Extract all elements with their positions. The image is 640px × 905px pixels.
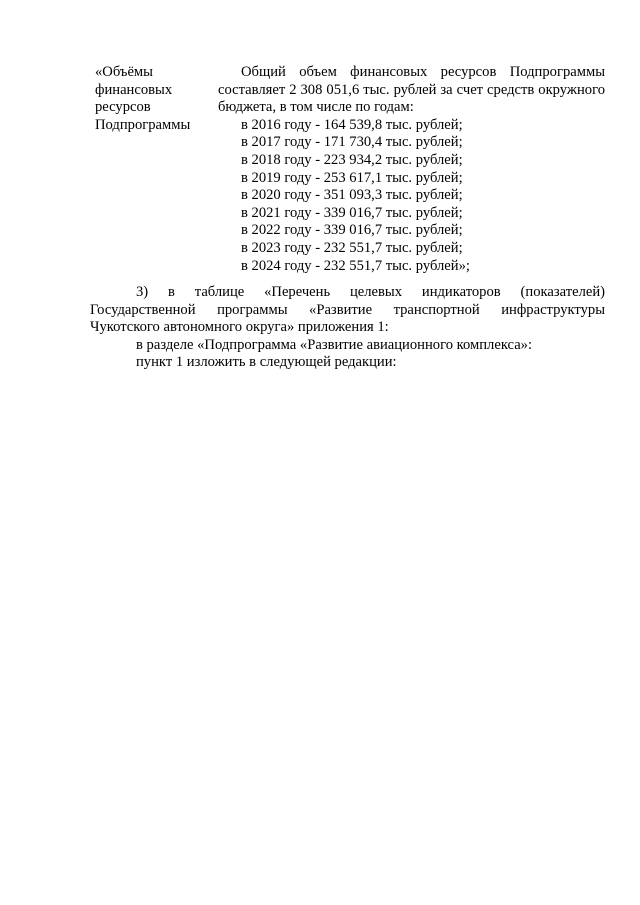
yearly-amounts-list [218,117,605,275]
yearly-amount: в 2020 году - 351 093,3 тыс. рублей; [241,187,463,204]
label-line: Подпрограммы [95,116,191,133]
amendment-section-paragraph: в разделе «Подпрограмма «Развитие авиационного комплекса»: [136,336,533,353]
yearly-amount: в 2022 году - 339 016,7 тыс. рублей; [241,222,463,239]
yearly-amount: в 2019 году - 253 617,1 тыс. рублей; [241,169,463,186]
financial-resources-summary: Общий объем финансовых ресурсов Подпрограммы составляет 2 308 051,6 тыс. рублей за счет средств окружного бюджета, в том числе по годам: [218,64,605,116]
label-line: ресурсов [95,99,151,116]
yearly-amount: в 2024 году - 232 551,7 тыс. рублей»; [241,257,470,274]
financial-resources-row [95,64,605,275]
amendment-item-paragraph: 3) в таблице «Перечень целевых индикаторов (показателей) Государственной программы «Развитие транспортной инфраструктуры Чукотского автономного округа» приложения 1: [90,284,605,336]
financial-resources-content [213,64,605,275]
financial-resources-label [95,64,213,275]
yearly-amount: в 2017 году - 171 730,4 тыс. рублей; [241,134,463,151]
yearly-amount: в 2023 году - 232 551,7 тыс. рублей; [241,239,463,256]
amendment-section [90,284,605,372]
yearly-amount: в 2021 году - 339 016,7 тыс. рублей; [241,204,463,221]
yearly-amount: в 2018 году - 223 934,2 тыс. рублей; [241,151,463,168]
yearly-amount: в 2016 году - 164 539,8 тыс. рублей; [241,116,463,133]
amendment-instruction-paragraph: пункт 1 изложить в следующей редакции: [136,354,397,371]
label-line: «Объёмы [95,64,153,80]
label-line: финансовых [95,81,173,98]
